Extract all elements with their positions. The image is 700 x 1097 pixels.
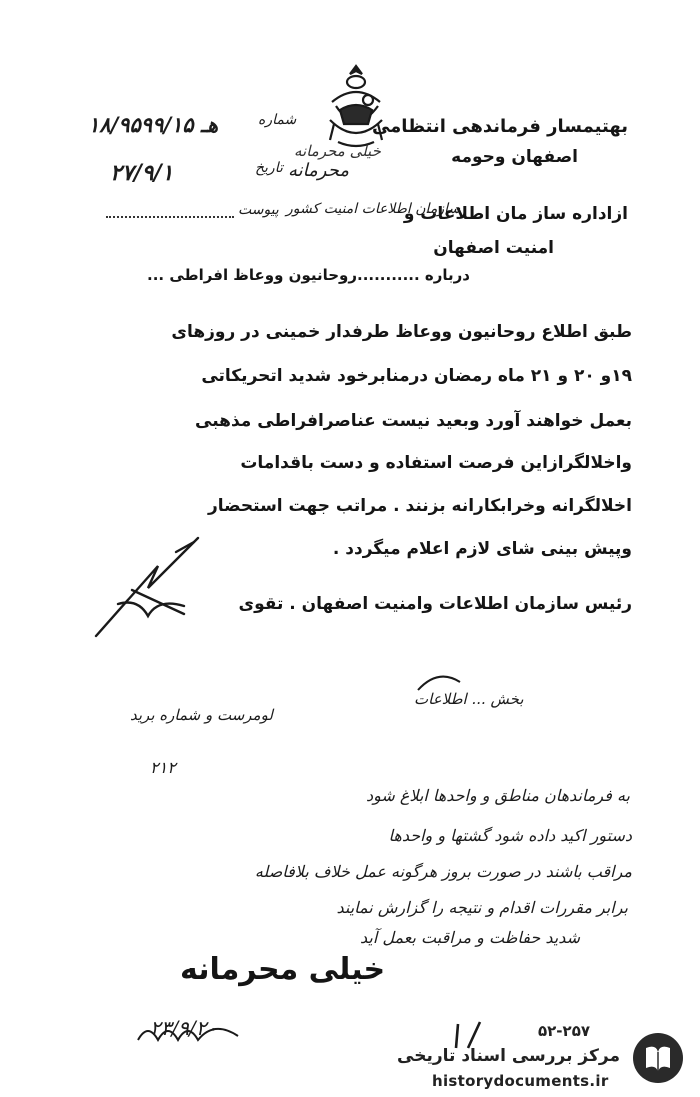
margin-note: بخش ... اطلاعات bbox=[414, 690, 524, 708]
handwritten-line-2: دستور اکید داده شود گشتها و واحدها bbox=[388, 826, 632, 845]
body-line-3: بعمل خواهند آورد وبعید نیست عناصرافراطی مذهبی bbox=[195, 411, 632, 431]
from-line-2: امنیت اصفهان bbox=[433, 238, 554, 258]
document-date: ۲۷/۹/۱ bbox=[110, 160, 174, 186]
bottom-date-scribble: ۲۳/۹/۲۰ bbox=[150, 1016, 218, 1040]
confidential-stamp: خیلی محرمانه bbox=[180, 952, 386, 987]
bottom-scribble-icon bbox=[134, 1010, 254, 1050]
signature-scribble-icon bbox=[88, 532, 228, 642]
handwritten-line-3: مراقب باشند در صورت بروز هرگونه عمل خلاف بلافاصله bbox=[254, 862, 632, 881]
archive-logo-icon bbox=[630, 1030, 686, 1086]
handwritten-line-5: شدید حفاظت و مراقبت بعمل آید bbox=[360, 928, 580, 947]
body-line-2: ۱۹و ۲۰ و ۲۱ ماه رمضان درمنابرخود شدید اتحریکاتی bbox=[201, 366, 632, 386]
handwritten-org-name: سازمان اطلاعات امنیت کشور bbox=[286, 201, 461, 217]
archive-url: historydocuments.ir bbox=[432, 1072, 609, 1090]
handwritten-secret-mark: محرمانه bbox=[288, 160, 349, 181]
handwritten-ref-number: ۲۱۲ bbox=[150, 758, 176, 777]
margin-note-2: لومرست و شماره برید bbox=[130, 706, 273, 724]
attachment-dotted-line bbox=[106, 216, 234, 218]
document-number bbox=[88, 112, 218, 137]
from-line: ازاداره ساز مان اطلاعات و bbox=[403, 204, 628, 224]
body-line-6: وپیش بینی شای لازم اعلام میگردد . bbox=[332, 539, 632, 559]
date-label: تاریخ bbox=[255, 160, 283, 176]
signature-line: رئیس سازمان اطلاعات وامنیت اصفهان . تقوی bbox=[238, 594, 632, 614]
body-line-4: واخلالگرازاین فرصت استفاده و دست باقدامات bbox=[240, 453, 632, 473]
subject-line: درباره ...........روحانیون ووعاظ افراطی ... bbox=[147, 266, 470, 284]
document-number-value: ۱۸/۹۵۹۹/۱۵ هـ bbox=[88, 112, 219, 137]
handwritten-line-4: برابر مقررات اقدام و نتیجه را گزارش نمایند bbox=[336, 898, 628, 917]
document-code: ۵۲-۲۵۷ bbox=[538, 1022, 591, 1040]
addressee-line: بهتیمسار فرماندهی انتظامی bbox=[371, 116, 628, 137]
stamp-text-top: خیلی محرمانه bbox=[294, 142, 381, 160]
body-line-1: طبق اطلاع روحانیون ووعاظ طرفدار خمینی در روزهای bbox=[171, 322, 632, 342]
attachment-label: پیوست bbox=[238, 202, 279, 218]
handwritten-line-1: به فرماندهان مناطق و واحدها ابلاغ شود bbox=[365, 786, 630, 805]
location-line: اصفهان وحومه bbox=[451, 147, 578, 167]
archive-name: مرکز بررسی اسناد تاریخی bbox=[397, 1046, 620, 1066]
arc-mark-icon bbox=[414, 670, 464, 694]
number-label: شماره bbox=[258, 112, 297, 128]
body-line-5: اخلالگرانه وخرابکارانه بزنند . مراتب جهت استحضار bbox=[207, 496, 632, 516]
